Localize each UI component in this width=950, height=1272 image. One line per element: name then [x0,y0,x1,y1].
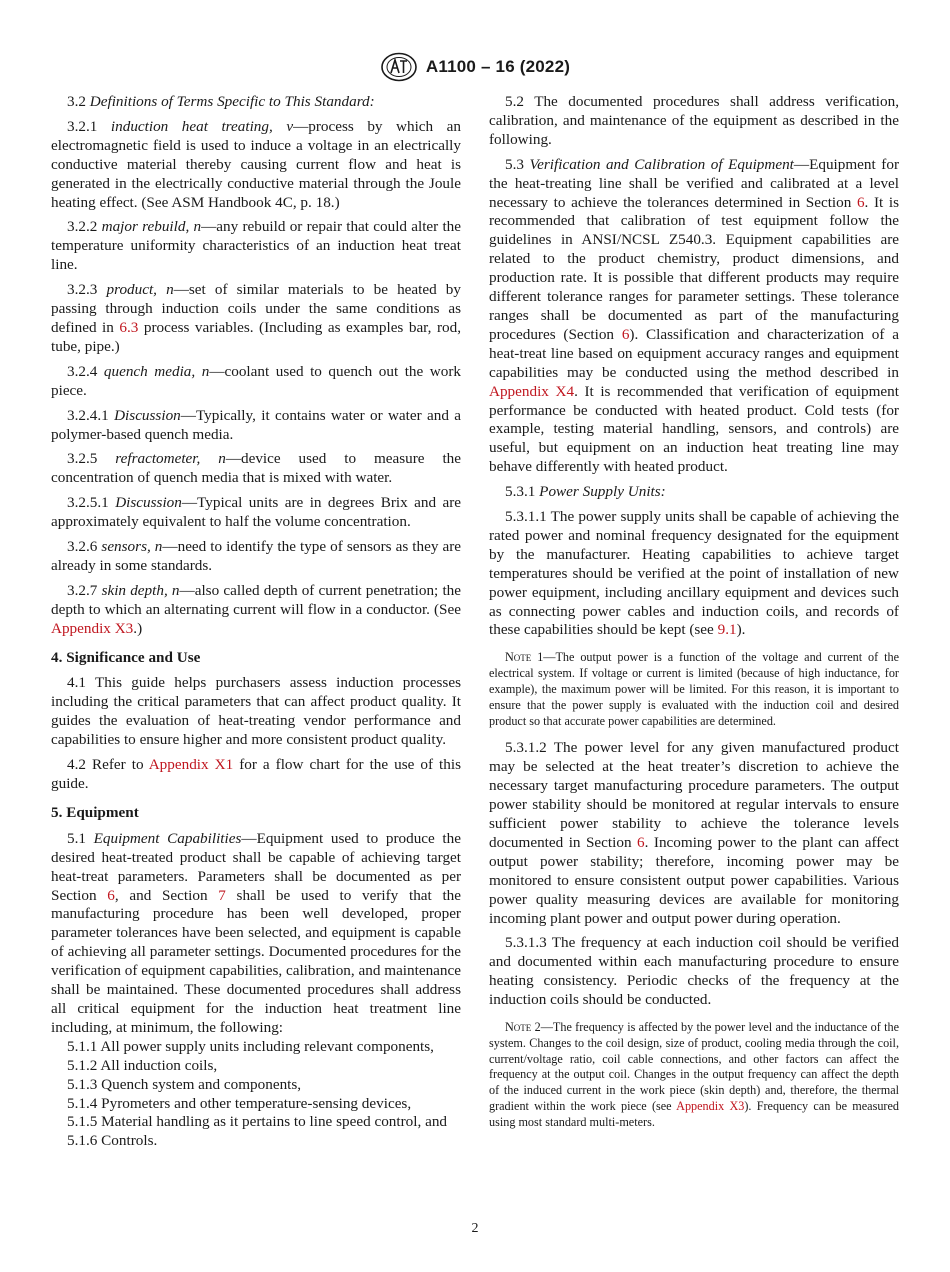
section-5-3-1-2: 5.3.1.2 The power level for any given manufactured product may be selected at the heat treater’s discretion to achieve the necessary target manufacturing procedure parameters. The output power stability should be monitored at regular intervals to ensure sufficient power stability to achieve the tolerance levels documented in Section 6. Incoming power to the plant can affect output power stability; therefore, incoming power may be monitored to ensure consistent output power capabilities. Various power quality measuring devices are available for monitoring incoming plant power and output power during operation. [489,739,900,927]
section-link-6[interactable]: 6 [637,833,645,851]
section-3-2-4-1: 3.2.4.1 Discussion—Typically, it contains water or water and a polymer-based quench media. [51,406,461,443]
section-5-3-1: 5.3.1 Power Supply Units: [505,483,666,501]
section-link-7[interactable]: 7 [218,886,226,904]
standard-designation: A1100 – 16 (2022) [425,57,571,76]
section-link-9-1[interactable]: 9.1 [717,621,737,639]
equipment-list [51,1038,461,1151]
list-item: 5.1.4 Pyrometers and other temperature-sensing devices, [67,1094,412,1112]
list-item: 5.1.1 All power supply units including relevant components, [67,1037,434,1055]
section-3-2-5-1: 3.2.5.1 Discussion—Typical units are in degrees Brix and are approximately equivalent to half the volume concentration. [51,494,462,531]
section-3-2-5: 3.2.5 refractometer, n—device used to measure the concentration of quench media that is mixed with water. [51,450,461,487]
page-header [0,52,950,86]
list-item: 5.1.6 Controls. [67,1132,158,1150]
section-5-2: 5.2 The documented procedures shall address verification, calibration, and maintenance of the equipment as described in the following. [489,93,899,148]
section-3-2: 3.2 Definitions of Terms Specific to This Standard: [67,93,375,110]
section-3-2-4: 3.2.4 quench media, n—coolant used to quench out the work piece. [51,362,462,399]
section-link-6[interactable]: 6 [621,325,630,343]
section-4-1: 4.1 This guide helps purchasers assess induction processes including the critical parameters that can affect product quality. It guides the evaluation of heat-treating vendor performance and capabilities to ensure higher and more consistent product quality. [51,674,461,749]
section-3-2-3: 3.2.3 product, n—set of similar materials to be heated by passing through induction coils under the same conditions as defined in 6.3 process variables. (Including as examples bar, rod, tube, pipe.) [51,281,461,355]
section-4-2: 4.2 Refer to Appendix X1 for a flow chart for the use of this guide. [51,756,461,792]
section-3-2-2: 3.2.2 major rebuild, n—any rebuild or repair that could alter the temperature uniformity characteristics of an induction heat treat line. [51,218,462,274]
appendix-x4-link[interactable]: Appendix X4 [489,382,575,400]
astm-logo-icon [380,52,418,82]
appendix-x1-link[interactable]: Appendix X1 [148,756,234,774]
list-item: 5.1.5 Material handling as it pertains to line speed control, and [67,1113,448,1131]
section-3-2-7: 3.2.7 skin depth, n—also called depth of current penetration; the depth to which an alternating current will flow in a conductor. (See Appendix X3.) [51,581,461,637]
section-3-2-1: 3.2.1 induction heat treating, v—process by which an electromagnetic field is used to induce a voltage in an electrically conductive material thereby causing current flow and heat is generated in the electrically conductive material through the Joule heating effect. (See ASM Handbook 4C, p. 18.) [51,117,462,211]
heading-significance-and-use: 4. Significance and Use [51,648,201,666]
note-1: Note 1—The output power is a function of the voltage and current of the electrical system. If voltage or current is limited (because of high inductance, for example), the maximum power will be limited. For this reason, it is important to ensure that the power supply is evaluated with the induction coil and desired product so that accurate power capabilities are determined. [489,650,899,728]
list-item: 5.1.2 All induction coils, [67,1056,218,1074]
section-5-3: 5.3 Verification and Calibration of Equipment—Equipment for the heat-treating line shall be verified and calibrated at a level necessary to achieve the tolerances determined in Section 6. It is recommended that calibration of test equipment follow the guidelines in ANSI/NCSL Z540.3. Equipment capabilities are related to the product chemistry, product dimensions, and production rate. It is possible that different products may require different tolerance ranges for parameter settings. These tolerance ranges shall be documented as part of the manufacturing procedures (Section 6). Classification and characterization of a heat-treat line based on equipment accuracy ranges and equipment capabilities may be conducted using the method described in Appendix X4. It is recommended that verification of equipment performance be conducted with heated product. Cold tests (for example, testing material handling, sensors, and controls) are useful, but equipment on an induction heat treating line may behave differently with heated product. [489,155,900,476]
section-5-3-1-1: 5.3.1.1 The power supply units shall be capable of achieving the rated power and nominal frequency designated for the equipment by the manufacturer. Heating capabilities to achieve target temperatures should be verified at the point of installation of new power equipment, including ancillary equipment and devices such as connecting power cables and induction coils, and records of these capabilities should be kept (see 9.1). [489,508,899,639]
appendix-x3-link[interactable]: Appendix X3 [676,1099,745,1114]
left-column [51,93,461,1151]
heading-equipment: 5. Equipment [51,803,139,821]
section-link-6[interactable]: 6 [107,886,115,904]
appendix-x3-link[interactable]: Appendix X3 [51,619,134,637]
section-5-3-1-3: 5.3.1.3 The frequency at each induction coil should be verified and documented within each manufacturing procedure to ensure heating consistency. Periodic checks of the frequency at the induction coils should be conducted. [489,934,899,1009]
list-item: 5.1.3 Quench system and components, [67,1075,302,1093]
section-5-1: 5.1 Equipment Capabilities—Equipment used to produce the desired heat-treated product shall be capable of achieving target heat-treat parameters. Parameters shall be documented as per Section 6, and Section 7 shall be used to verify that the manufacturing procedure has been well developed, proper parameter tolerances have been selected, and equipment is capable of achieving all parameter settings. Documented procedures for the verification of equipment capabilities, calibration, and maintenance shall be maintained. These documented procedures shall address all critical equipment for the induction heat treatment line including, at minimum, the following: [51,829,462,1036]
section-3-2-6: 3.2.6 sensors, n—need to identify the type of sensors as they are already in some standards. [51,538,461,574]
page-number: 2 [471,1221,479,1236]
note-2: Note 2—The frequency is affected by the power level and the inductance of the system. Changes to the coil design, size of product, cooling media through the coil, current/voltage ratio, coil cable connections, and other factors can affect the frequency at the output coil. Changes in the output frequency can affect the depth of the induced current in the work piece (skin depth) and, therefore, the thermal gradient within the work piece (see Appendix X3). Frequency can be measured using most standard multi-meters. [489,1020,900,1129]
right-column [489,93,899,1141]
section-link-6-3[interactable]: 6.3 [119,318,139,336]
section-link-6[interactable]: 6 [856,193,865,211]
